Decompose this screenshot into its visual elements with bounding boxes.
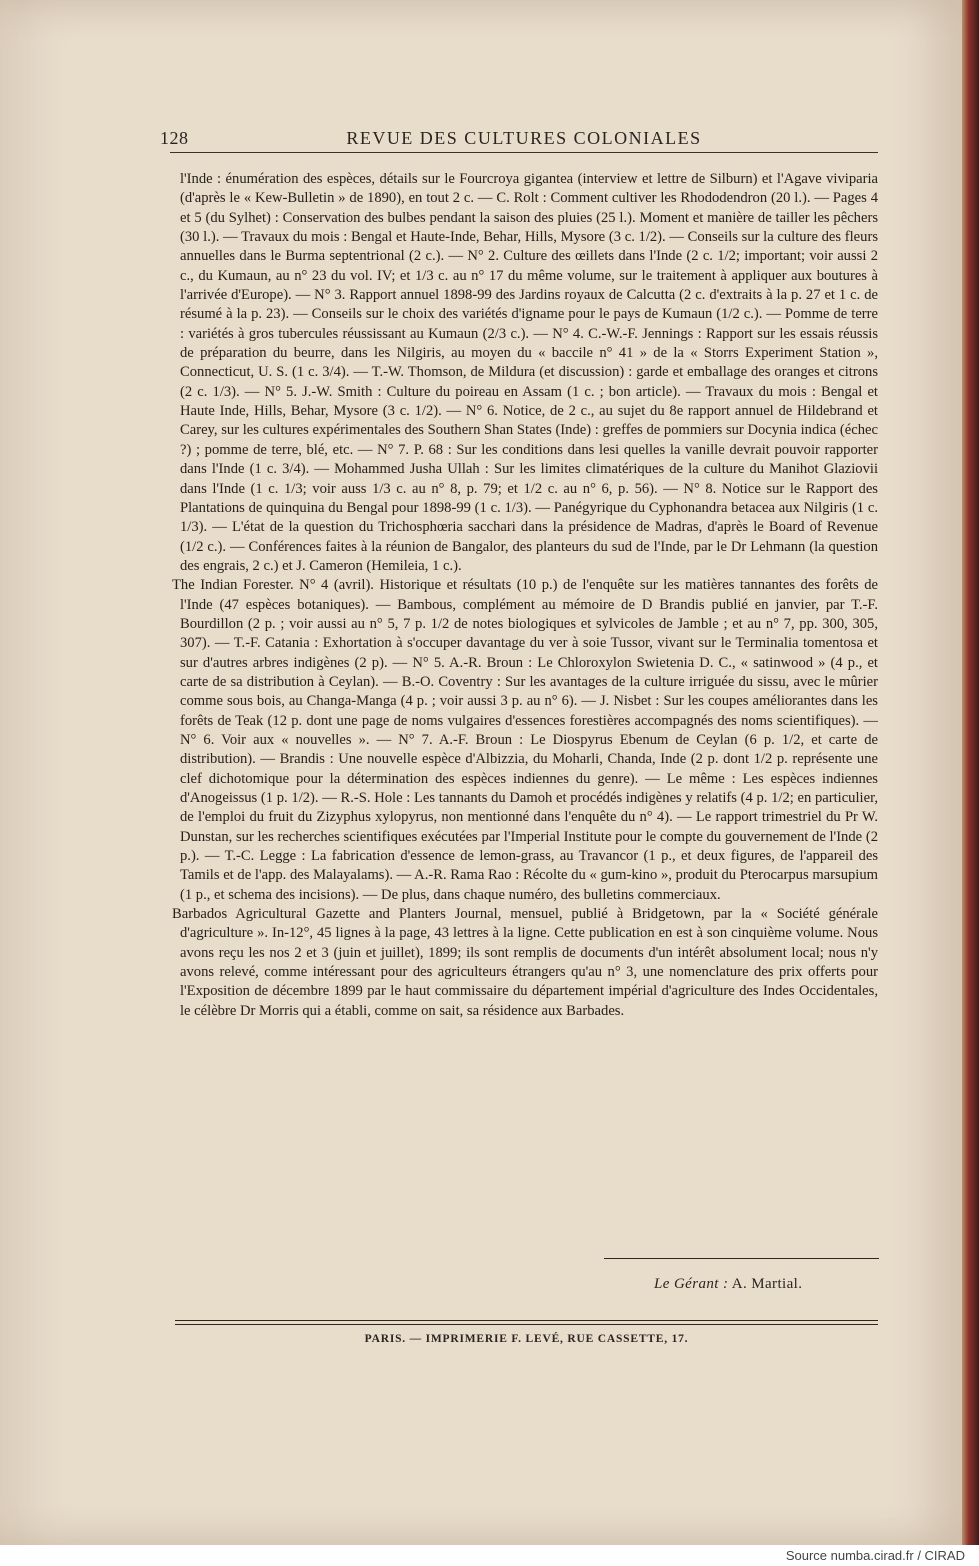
paragraph-indian-forester: The Indian Forester. N° 4 (avril). Historique et résultats (10 p.) de l'enquête sur les matières tannantes des forêts de l'Inde (47 espèces botaniques). — Bambous, complément au mémoire de D Brandis publié en janvier, par T.-F. Bourdillon (2 p. ; voir aussi au n° 5, 7 p. 1/2 de notes biologiques et sylvicoles de Jamble ; et au n° 7, pp. 300, 305, 307). — T.-F. Catania : Exhortation à s'occuper davantage du ver à soie Tussor, vivant sur le Terminalia tomentosa et sur d'autres arbres indigènes (2 p). — N° 5. A.-R. Broun : Le Chloroxylon Swietenia D. C., « satinwood » (4 p., et carte de sa distribution à Ceylan). — B.-O. Coventry : Sur les avantages de la culture irriguée du sissu, avec le mûrier comme sous bois, au Changa-Manga (4 p. ; voir aussi 3 p. au n° 6). — J. Nisbet : Sur les coupes améliorantes dans les forêts de Teak (12 p. dont une page de noms vulgaires d'essences forestières accompagnés des noms scientifiques). — N° 6. Voir aux « nouvelles ». — N° 7. A.-F. Broun : Le Diospyrus Ebenum de Ceylan (6 p. 1/2, et carte de distribution). — Brandis : Une nouvelle espèce d'Albizzia, du Moharli, Chanda, Inde (2 p. dont 1/2 p. représente une clef dichotomique pour la détermination des espèces indiennes du genre). — Le même : Les espèces indiennes d'Anogeissus (1 p. 1/2). — R.-S. Hole : Les tannants du Damoh et procédés indigènes y relatifs (4 p. 1/2; en particulier, de l'emploi du fruit du Zizyphus xylopyrus, non mentionné dans l'enquête du n° 4). — Le rapport trimestriel du Pr W. Dunstan, sur les recherches scientifiques exécutées par l'Imperial Institute pour le compte du gouvernement de l'Inde (2 p.). — T.-C. Legge : La fabrication d'essence de lemon-grass, au Travancor (1 p., et deux figures, de l'appareil des Tamils et de l'app. des Malayalams). — A.-R. Rama Rao : Récolte du « gum-kino », produit du Pterocarpus marsupium (1 p., et schema des incisions). — De plus, dans chaque numéro, des bulletins commerciaux. (172, 577, 878, 903)
printer-imprint: PARIS. — IMPRIMERIE F. LEVÉ, RUE CASSETTE, 17. (364, 1333, 689, 1345)
imprint-rule-top (175, 1320, 878, 1321)
signature-name: A. Martial. (731, 1276, 803, 1292)
paragraph-barbados-gazette: Barbados Agricultural Gazette and Planters Journal, mensuel, publié à Bridgetown, par la « Société générale d'agriculture ». In-12°, 45 lignes à la page, 43 lettres à la ligne. Cette publication en est à son cinquième volume. Nous avons reçu les nos 2 et 3 (juin et juillet), 1899; ils sont remplis de documents d'un intérêt absolument local; nous n'y avons relevé, comme intéressant pour des agriculteurs étrangers qu'au n° 3, une nomenclature des prix offerts pour l'Exposition de décembre 1899 par le haut commissaire du département impérial d'agriculture des Indes Occidentales, le célèbre Dr Morris qui a établi, comme on sait, sa résidence aux Barbades. (172, 906, 878, 1019)
signature-label: Le Gérant : (654, 1276, 729, 1292)
article-body (172, 170, 878, 1021)
signature (654, 1276, 802, 1293)
book-edge (962, 0, 979, 1545)
signature-rule (604, 1258, 879, 1259)
imprint-rule-bottom (175, 1324, 878, 1325)
page-number: 128 (160, 128, 189, 148)
running-head (160, 128, 878, 153)
paragraph-india-gardening: l'Inde : énumération des espèces, détails sur le Fourcroya gigantea (interview et lettre de Silburn) et l'Agave viviparia (d'après le « Kew-Bulletin » de 1890), en tout 2 c. — C. Rolt : Comment cultiver les Rhododendron (20 l.). — Pages 4 et 5 (du Sylhet) : Conservation des bulbes pendant la saison des pluies (25 l.). Moment et manière de tailler les pêchers (30 l.). — Travaux du mois : Bengal et Haute-Inde, Behar, Hills, Mysore (3 c. 1/2). — Conseils sur la culture des fleurs annuelles dans le Burma septentrional (2 c.). — N° 2. Culture des œillets dans l'Inde (2 c. 1/2; important; voir aussi 2 c., du Kumaun, au n° 23 du vol. IV; et 1/3 c. au n° 17 du même volume, sur le traitement à appliquer aux boutures à l'arrivée d'Europe). — N° 3. Rapport annuel 1898-99 des Jardins royaux de Calcutta (2 c. d'extraits à la p. 27 et 1 c. de résumé à la p. 23). — Conseils sur le choix des variétés d'igname pour le pays de Kumaun (1/2 c.). — Pomme de terre : variétés à gros tubercules réussissant au Kumaun (2/3 c.). — N° 4. C.-W.-F. Jennings : Rapport sur les essais réussis de préparation du beurre, dans les Nilgiris, au moyen du « baccile n° 41 » de la « Storrs Experiment Station », Connecticut, U. S. (1 c. 3/4). — T.-W. Thomson, de Mildura (et discussion) : garde et emballage des oranges et citrons (2 c. 1/3). — N° 5. J.-W. Smith : Culture du poireau en Assam (1 c. ; bon article). — Travaux du mois : Bengal et Haute Inde, Hills, Behar, Mysore (3 c. 1/2). — N° 6. Notice, de 2 c., au sujet du 8e rapport annuel de Hildebrand et Carey, sur les cultures expérimentales des Southern Shan States (Inde) : greffes de pommiers sur Docynia indica (échec ?) ; pomme de terre, blé, etc. — N° 7. P. 68 : Sur les conditions dans lesi quelles la vanille devrait pouvoir rapporter dans l'Inde (1 c. 3/4). — Mohammed Jusha Ullah : Sur les limites climatériques de la culture du Manihot Glaziovii dans l'Inde (1 c. 1/3; voir auss 1/3 c. au n° 8, p. 79; et 1/2 c. au n° 6, p. 56). — N° 8. Notice sur le Rapport des Plantations de quinquina du Bengal pour 1898-99 (1 c. 1/3). — Panégyrique du Cyphonandra betacea aux Nilgiris (1 c. 1/3). — L'état de la question du Trichosphœria sacchari dans la présidence de Madras, d'après le Board of Revenue (1/2 c.). — Conférences faites à la réunion de Bangalor, des planteurs du sud de l'Inde, par le Dr Lehmann (la question des engrais, 2 c.) et J. Cameron (Hemileia, 1 c.). (180, 171, 878, 574)
source-credit: Source numba.cirad.fr / CIRAD (785, 1548, 965, 1563)
journal-title: REVUE DES CULTURES COLONIALES (346, 128, 702, 148)
